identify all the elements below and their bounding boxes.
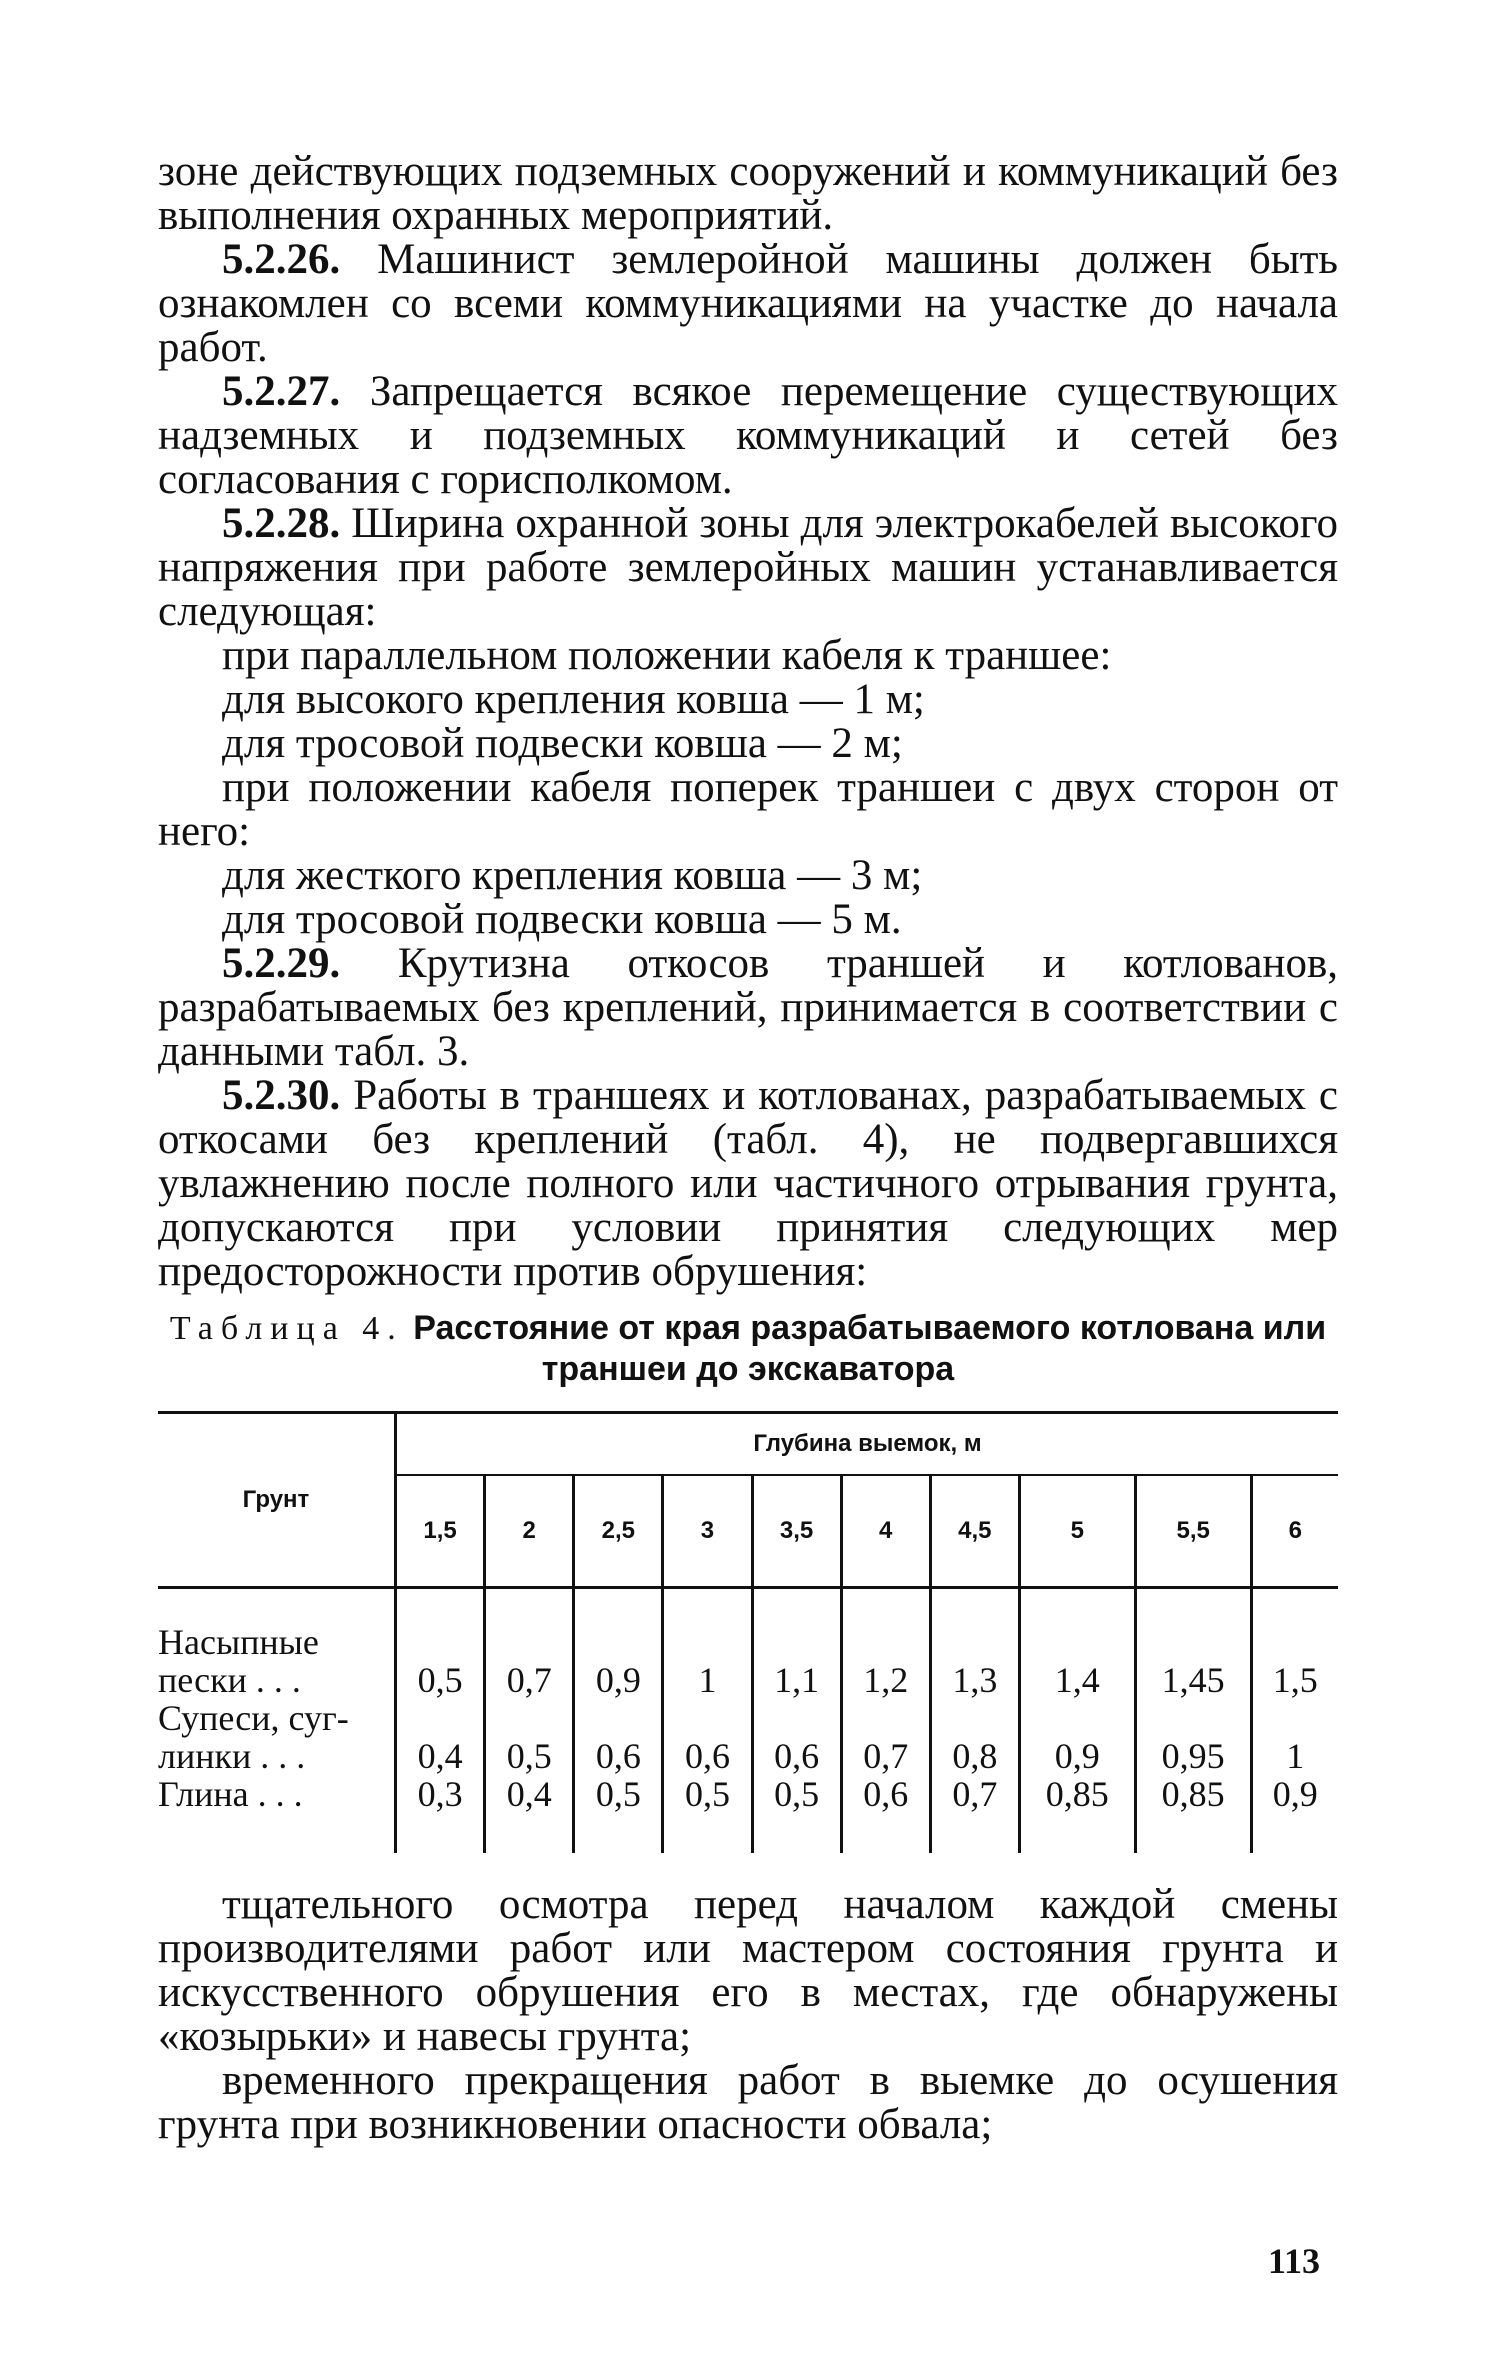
column-header-depth: 2,5 bbox=[574, 1475, 663, 1588]
page-content bbox=[158, 150, 1338, 2147]
soil-name: Глина . . . bbox=[158, 1774, 303, 1814]
table-row bbox=[158, 1775, 1338, 1853]
list-line: при положении кабеля поперек траншеи с двух сторон от него: bbox=[158, 764, 1338, 855]
column-header-depth: 2 bbox=[485, 1475, 574, 1588]
column-header-depth: 3,5 bbox=[752, 1475, 841, 1588]
table-cell: 1,3 bbox=[930, 1588, 1019, 1700]
table-cell: 1 bbox=[663, 1588, 752, 1700]
table-cell: 0,95 bbox=[1135, 1699, 1251, 1775]
table-row bbox=[158, 1588, 1338, 1700]
table-caption-label: Таблица 4. bbox=[169, 1310, 404, 1347]
distance-table bbox=[158, 1411, 1338, 1853]
table-cell: 0,85 bbox=[1019, 1775, 1135, 1853]
clause-number: 5.2.29. bbox=[222, 940, 341, 987]
paragraph: 5.2.26. Машинист землеройной машины должен быть ознакомлен со всеми коммуникациями на участке до начала работ. bbox=[158, 236, 1338, 371]
table-cell: 0,7 bbox=[841, 1699, 930, 1775]
column-header-depth: 5 bbox=[1019, 1475, 1135, 1588]
soil-name: Насыпные пески . . . bbox=[158, 1622, 319, 1700]
column-header-depth: 4,5 bbox=[930, 1475, 1019, 1588]
table-cell: 1,2 bbox=[841, 1588, 930, 1700]
table-cell: 0,7 bbox=[930, 1775, 1019, 1853]
list-line: при параллельном положении кабеля к траншее: bbox=[222, 632, 1112, 679]
column-header-depth: 3 bbox=[663, 1475, 752, 1588]
table-caption-text: Расстояние от края разрабатываемого котлована или траншеи до экскаватора bbox=[403, 1309, 1327, 1388]
table-cell: 1,4 bbox=[1019, 1588, 1135, 1700]
table-cell: 0,6 bbox=[841, 1775, 930, 1853]
text-block-after bbox=[158, 1883, 1338, 2147]
soil-name: Супеси, суг- линки . . . bbox=[158, 1698, 349, 1776]
table-cell: 0,9 bbox=[1251, 1775, 1338, 1853]
table-cell: 0,85 bbox=[1135, 1775, 1251, 1853]
paragraph: 5.2.30. Работы в траншеях и котлованах, разрабатываемых с откосами без креплений (табл. 4), не подвергавшихся увлажнению после полного или частичного отрывания грунта, допускаются при условии принятия следующих мер предосторожности против обрушения: bbox=[158, 1072, 1338, 1295]
paragraph: зоне действующих подземных сооружений и коммуникаций без выполнения охранных мероприятий. bbox=[158, 148, 1338, 239]
paragraph: 5.2.27. Запрещается всякое перемещение существующих надземных и подземных коммуникаций и сетей без согласования с горисполкомом. bbox=[158, 368, 1338, 503]
table-cell: 1,45 bbox=[1135, 1588, 1251, 1700]
table-caption bbox=[158, 1308, 1338, 1389]
table-cell: 0,9 bbox=[1019, 1699, 1135, 1775]
table-cell: 0,9 bbox=[574, 1588, 663, 1700]
table-cell: 0,5 bbox=[752, 1775, 841, 1853]
table-cell: 0,5 bbox=[485, 1699, 574, 1775]
text-block-before bbox=[158, 150, 1338, 1294]
column-header-depth: 5,5 bbox=[1135, 1475, 1251, 1588]
list-line: для жесткого крепления ковша — 3 м; bbox=[222, 852, 923, 899]
clause-number: 5.2.28. bbox=[222, 500, 341, 547]
paragraph: тщательного осмотра перед началом каждой смены производителями работ или мастером состояния грунта и искусственного обрушения его в местах, где обнаружены «козырьки» и навесы грунта; bbox=[158, 1881, 1338, 2060]
table-cell: 1,5 bbox=[1251, 1588, 1338, 1700]
clause-number: 5.2.27. bbox=[222, 368, 341, 415]
table-cell: 0,4 bbox=[485, 1775, 574, 1853]
paragraph: 5.2.28. Ширина охранной зоны для электрокабелей высокого напряжения при работе землеройных машин устанавливается следующая: bbox=[158, 500, 1338, 635]
table-cell: 0,5 bbox=[396, 1588, 485, 1700]
table-cell: 0,3 bbox=[396, 1775, 485, 1853]
table-cell: 0,7 bbox=[485, 1588, 574, 1700]
paragraph: 5.2.29. Крутизна откосов траншей и котлованов, разрабатываемых без креплений, принимается в соответствии с данными табл. 3. bbox=[158, 940, 1338, 1075]
list-line: для высокого крепления ковша — 1 м; bbox=[222, 676, 925, 723]
column-header-soil: Грунт bbox=[158, 1413, 396, 1588]
table-cell: 1,1 bbox=[752, 1588, 841, 1700]
table-cell: 0,6 bbox=[574, 1699, 663, 1775]
list-line: для тросовой подвески ковша — 5 м. bbox=[222, 896, 902, 943]
table-cell: 0,8 bbox=[930, 1699, 1019, 1775]
table-cell: 1 bbox=[1251, 1699, 1338, 1775]
clause-number: 5.2.30. bbox=[222, 1072, 341, 1119]
page-number: 113 bbox=[1268, 2241, 1321, 2281]
table-cell: 0,6 bbox=[752, 1699, 841, 1775]
table-cell: 0,5 bbox=[663, 1775, 752, 1853]
table-cell: 0,6 bbox=[663, 1699, 752, 1775]
table-cell: 0,5 bbox=[574, 1775, 663, 1853]
column-header-depth: 1,5 bbox=[396, 1475, 485, 1588]
list-line: для тросовой подвески ковша — 2 м; bbox=[222, 720, 903, 767]
clause-number: 5.2.26. bbox=[222, 236, 341, 283]
table-cell: 0,4 bbox=[396, 1699, 485, 1775]
column-header-depth: 4 bbox=[841, 1475, 930, 1588]
table-row bbox=[158, 1699, 1338, 1775]
column-header-depth-group: Глубина выемок, м bbox=[396, 1413, 1339, 1476]
paragraph: временного прекращения работ в выемке до осушения грунта при возникновении опасности обвала; bbox=[158, 2057, 1338, 2148]
column-header-depth: 6 bbox=[1251, 1475, 1338, 1588]
